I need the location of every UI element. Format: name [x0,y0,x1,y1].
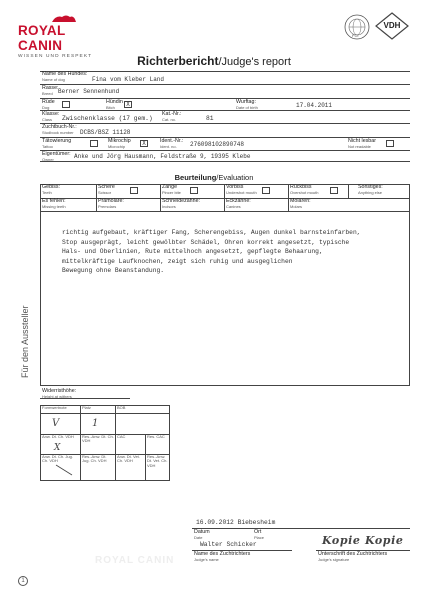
male-checkbox[interactable] [62,101,70,108]
dog-name-label: Name des Hundes: Name of dog [42,71,88,82]
grade-header-2: Platz [82,405,91,410]
cat-no-value[interactable]: 81 [206,115,214,122]
microchip-label: Mikrochip Microchip [108,138,131,149]
cat-dog-logo-icon [50,14,78,23]
title-cell-8: Res.-Anw. Dt. Vet. Ch. VDH [147,454,168,468]
vdh-label: VDH [383,21,401,30]
breed-label: Rasse: Breed [42,85,59,96]
title-cell-2: Res.-Anw. Dt. Ch. VDH [82,434,114,444]
brand-name: ROYAL CANIN [18,23,66,53]
whelped-value[interactable]: 17.04.2011 [296,102,333,109]
class-value[interactable]: Zwischenklasse (17 gem.) [62,115,153,122]
page-marker: 1 [18,576,28,586]
pincer-label: Zange Pincer bite [162,184,181,195]
grade-value[interactable]: V [52,418,60,429]
other-label: Sonstiges: Anything else [358,184,383,195]
cross-strike-icon [54,463,74,477]
ident-label: Ident.-Nr.: Ident. no. [160,138,184,149]
undershot-label: Vorbiss Undershot mouth [226,184,257,195]
class-label: Klasse: Class [42,111,60,122]
title-cell-4: Res. CAC [147,434,165,439]
premolars-label: Prämolare: Premolars [98,198,124,209]
grade-header-3: BOB [117,405,126,410]
tattoo-checkbox[interactable] [90,140,98,147]
undershot-checkbox[interactable] [262,187,270,194]
page-title [0,54,428,68]
overshot-checkbox[interactable] [330,187,338,194]
grade-header-1: Formwertnote [42,405,67,410]
title-cell-7: Anw. Dt. Vet. Ch. VDH [117,454,140,464]
molars-label: Molaren: Molars [290,198,311,209]
title-de: Richterbericht [137,54,219,68]
date-label: Datum Date [194,529,210,540]
breed-value[interactable]: Berner Sennenhund [58,88,120,95]
title-cell-6: Res.-Anw. Dt. Jug. Ch. VDH [82,454,107,464]
place-label: Ort Place [254,529,265,540]
withers-label: Widerristhöhe: Height at withers [42,388,77,399]
teeth-label: Gebiss: Teeth [42,184,60,195]
cat-no-label: Kat.-Nr.: Cat. no. [162,111,182,122]
owner-value[interactable]: Anke und Jörg Hausmann, Feldstraße 9, 19395 Klebe [74,153,251,160]
side-label: Für den Aussteller [20,305,30,378]
scissor-label: Schere Scissor [98,184,115,195]
not-readable-label: Nicht lesbar Not readable [348,138,376,149]
title-en: /Judge's report [218,56,291,68]
place-value[interactable]: 1 [92,418,99,429]
signature-label: Unterschrift des Zuchtrichters Judge's signature [318,551,388,562]
whelped-label: Wurftag: Date of birth [236,99,258,110]
missing-teeth-label: Es fehlen: Missing teeth [42,198,66,209]
royal-canin-logo [18,14,108,59]
scissor-checkbox[interactable] [130,187,138,194]
judge-name-label: Name des Zuchtrichters Judge's name [194,551,251,562]
dog-name-value[interactable]: Fina vom Kleber Land [92,76,165,83]
ghost-watermark: ROYAL CANIN [95,555,175,566]
female-checkbox[interactable]: X [124,101,132,108]
fci-label: FCI [352,33,359,38]
date-place-value[interactable]: 16.09.2012 Biebesheim [196,519,276,526]
title-cross-mark[interactable]: X [54,443,61,453]
signature-stamp: Kopie Kopie [322,534,404,547]
title-cell-3: CAC [117,434,126,439]
tattoo-label: Tätowierung Tattoo [42,138,72,149]
studbook-label: Zuchtbuch-Nr.: Studbook number [42,124,77,135]
vdh-logo [375,12,409,40]
owner-label: Eigentümer: Owner [42,151,71,162]
studbook-value[interactable]: DCBS/BSZ 11128 [80,129,131,136]
incisors-label: Schneidezähne: Incisors [162,198,200,209]
canines-label: Eckzähne: Canines [226,198,251,209]
evaluation-title: Beurteilung/Evaluation [174,173,254,182]
female-label: Hündin Bitch [106,99,123,110]
male-label: Rüde Dog [42,99,55,110]
overshot-label: Rückbiss Overshot mouth [290,184,319,195]
ident-value[interactable]: 276098102890748 [190,141,245,148]
judge-name-value[interactable]: Walter Schicker [200,541,257,548]
title-cell-1: Anw. Dt. Ch. VDH [42,434,74,439]
not-readable-checkbox[interactable] [386,140,394,147]
title-cell-5: Anw. Dt. Ch. Jug. Ch. VDH [42,454,73,464]
fci-logo [344,14,370,40]
brand-tagline: WISSEN UND RESPEKT [18,54,93,59]
microchip-checkbox[interactable]: X [140,140,148,147]
critique-text[interactable]: richtig aufgebaut, kräftiger Fang, Scherengebiss, Augen dunkel barnsteinfarben, Stop ausgeprägt, leicht gewölbter Schädel, Ohren korrekt angesetzt, typische Hals- und Oberlinien, Rute mittelhoch angesetzt, gepflegte Behaarung, mittelkräftige Laufknochen, zeigt sich ruhig und ausgeglichen Bewegung ohne Beanstandung. [62,229,361,274]
pincer-checkbox[interactable] [190,187,198,194]
